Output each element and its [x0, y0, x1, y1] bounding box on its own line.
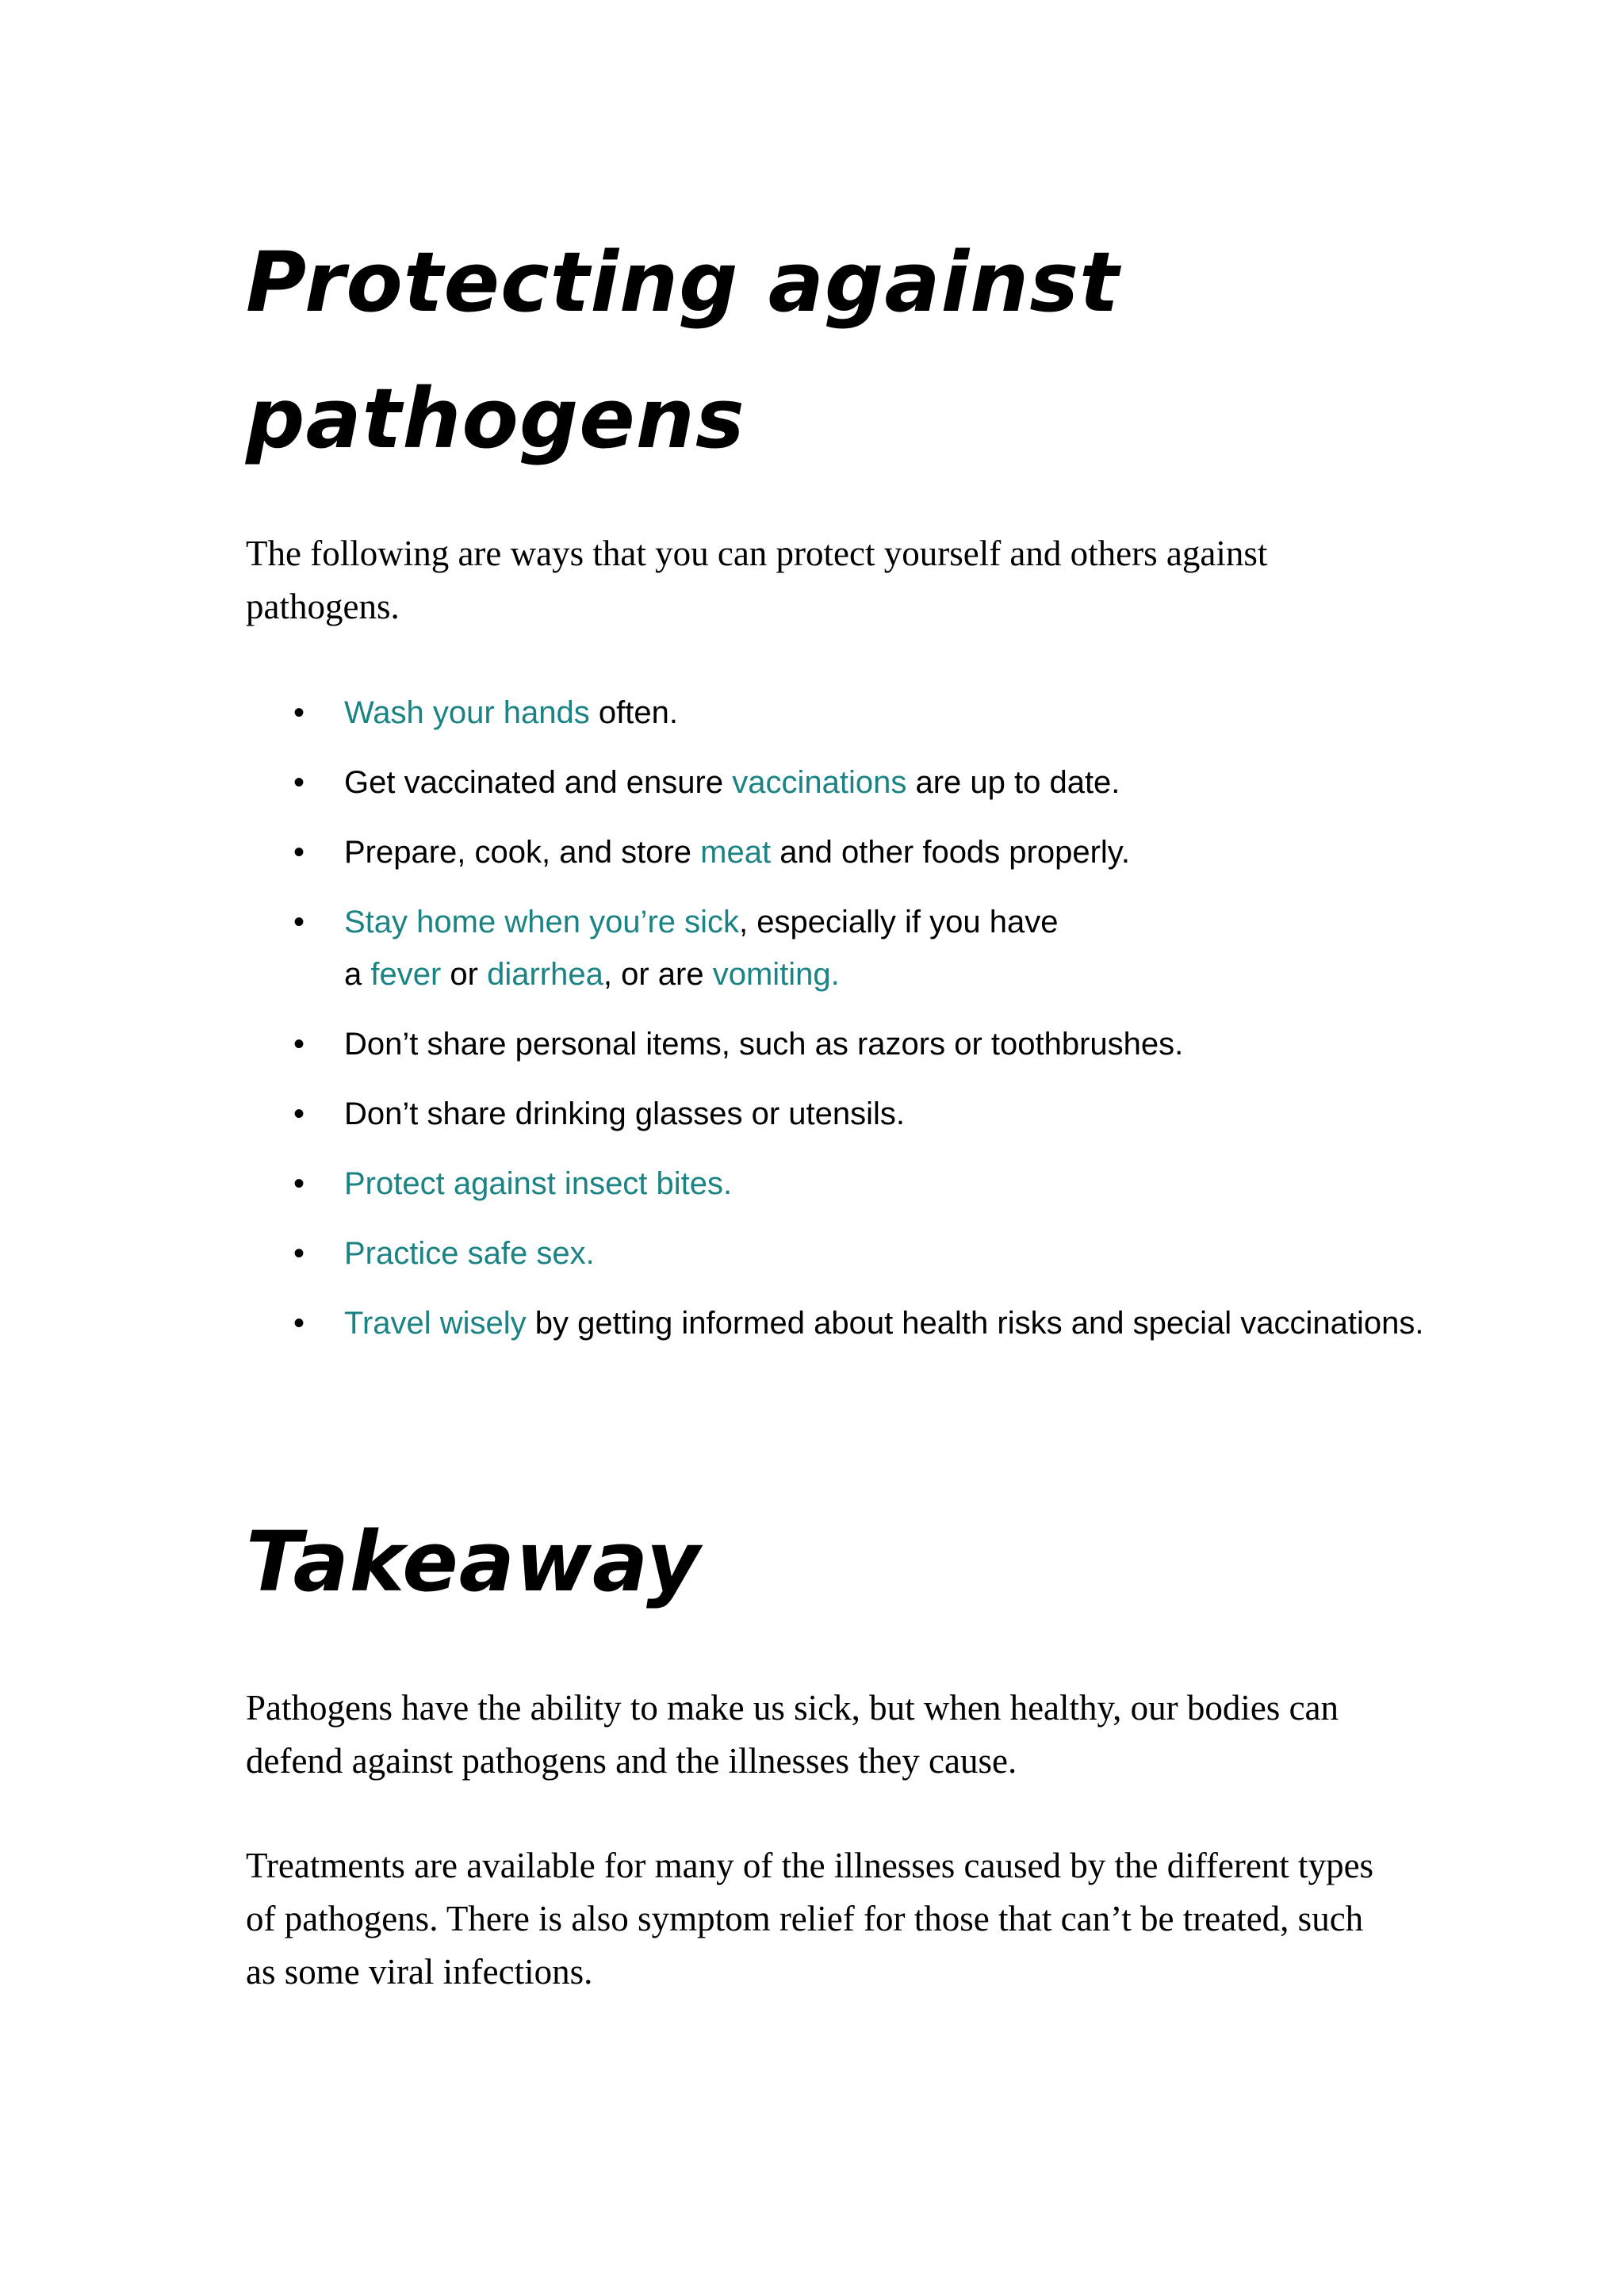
bullet-icon: • [293, 1166, 305, 1201]
list-text: by getting informed about health risks and special vaccinations. [526, 1306, 1424, 1341]
takeaway-paragraph-1: Pathogens have the ability to make us sick, but when healthy, our bodies can defend against pathogens and the illnesses they cause. [246, 1688, 1339, 1781]
bullet-icon: • [293, 765, 305, 800]
link-vaccinations[interactable]: vaccinations [732, 765, 907, 800]
link-stay-home[interactable]: Stay home when you’re sick [344, 905, 740, 939]
list-item [246, 1227, 1435, 1280]
heading-line-2: pathogens [246, 370, 745, 467]
list-text: Prepare, cook, and store [344, 835, 701, 870]
list-item [246, 756, 1435, 809]
link-travel-wisely[interactable]: Travel wisely [344, 1306, 527, 1341]
list-text: and other foods properly. [771, 835, 1130, 870]
link-insect-bites[interactable]: Protect against insect bites. [344, 1166, 733, 1201]
link-meat[interactable]: meat [700, 835, 772, 870]
list-text: Don’t share drinking glasses or utensils. [344, 1096, 906, 1131]
list-item [246, 1297, 1435, 1349]
intro-paragraph: The following are ways that you can protect yourself and others against pathogens. [246, 534, 1268, 626]
bullet-icon: • [293, 1236, 305, 1271]
list-item [246, 826, 1435, 878]
section-heading-takeaway: Takeaway [246, 1513, 701, 1610]
list-text: , especially if you have [739, 905, 1059, 939]
takeaway-paragraph-2: Treatments are available for many of the illnesses caused by the different types of pathogens. There is also symptom relief for those that can’t be treated, such as some viral infections. [246, 1846, 1374, 1992]
list-text: or [441, 957, 488, 992]
link-fever[interactable]: fever [370, 957, 442, 992]
list-item [246, 896, 1435, 1001]
bullet-icon: • [293, 905, 305, 939]
bullet-icon: • [293, 835, 305, 870]
list-item [246, 1158, 1435, 1210]
heading-line-1: Protecting against [246, 234, 1120, 331]
bullet-icon: • [293, 1306, 305, 1341]
protection-list [246, 687, 1435, 1367]
bullet-icon: • [293, 695, 305, 730]
list-text: are up to date. [906, 765, 1120, 800]
link-diarrhea[interactable]: diarrhea [487, 957, 603, 992]
list-item [246, 1088, 1435, 1140]
list-item [246, 687, 1435, 739]
link-vomiting[interactable]: vomiting. [712, 957, 840, 992]
link-wash-hands[interactable]: Wash your hands [344, 695, 590, 730]
section-heading-protecting [246, 214, 1356, 487]
list-text: a [344, 957, 371, 992]
list-item [246, 1018, 1435, 1070]
list-text: Don’t share personal items, such as razors or toothbrushes. [344, 1027, 1184, 1062]
list-text: Get vaccinated and ensure [344, 765, 733, 800]
list-text: often. [589, 695, 678, 730]
bullet-icon: • [293, 1096, 305, 1131]
list-text: , or are [603, 957, 713, 992]
bullet-icon: • [293, 1027, 305, 1062]
link-safe-sex[interactable]: Practice safe sex. [344, 1236, 595, 1271]
